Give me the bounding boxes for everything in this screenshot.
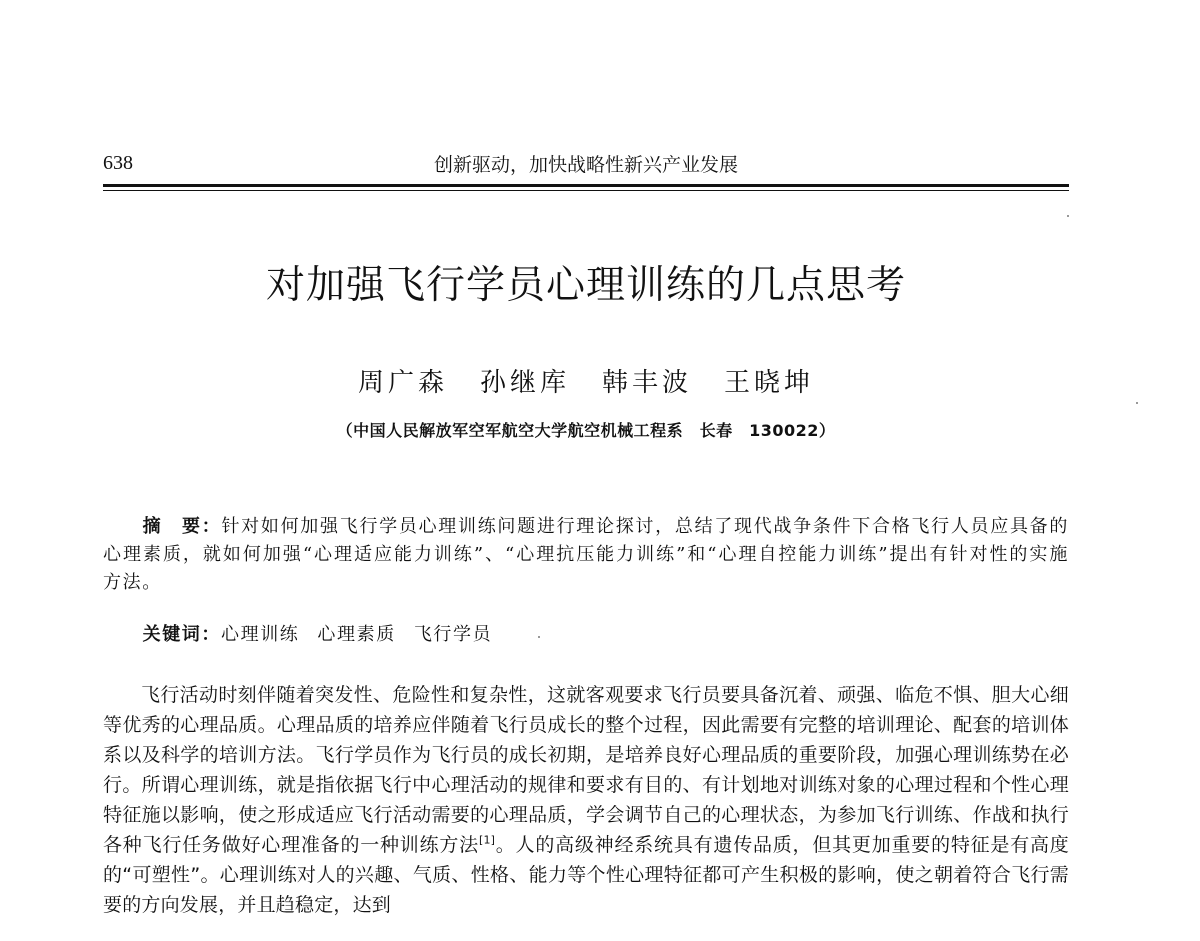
header-rule-thin [103, 190, 1069, 191]
keyword: 心理素质 [317, 624, 396, 645]
body-text-part: 飞行活动时刻伴随着突发性、危险性和复杂性，这就客观要求飞行员要具备沉着、顽强、临危不惧、胆大心细等优秀的心理品质。心理品质的培养应伴随着飞行员成长的整个过程，因此需要有完整的培训理论、配套的培训体系以及科学的培训方法。飞行学员作为飞行员的成长初期，是培养良好心理品质的重要阶段，加强心理训练势在必行。所谓心理训练，就是指依据飞行中心理活动的规律和要求有目的、有计划地对训练对象的心理过程和个性心理特征施以影响，使之形成适应飞行活动需要的心理品质，学会调节自己的心理状态，为参加飞行训练、作战和执行各种飞行任务做好心理准备的一种训练方法 [103, 684, 1069, 856]
author-name: 韩丰波 [602, 368, 693, 398]
author-name: 王晓坤 [724, 368, 815, 398]
body-text-part: 。人的高级神经系统具有遗传品质，但其更加重要的特征是有高度的“可塑性”。心理训练对人的兴趣、气质、性格、能力等个性心理特征都可产生积极的影响，使之朝着符合飞行需要的方向发展，并且趋稳定，达到 [103, 834, 1069, 916]
scan-speck [1136, 402, 1138, 404]
page-header [103, 148, 1069, 184]
abstract [103, 513, 1069, 597]
citation-marker: [1] [478, 833, 496, 847]
header-rule-thick [103, 184, 1069, 187]
page-number: 638 [103, 152, 133, 174]
scan-speck [538, 636, 540, 638]
running-head: 创新驱动，加快战略性新兴产业发展 [433, 154, 738, 176]
author-name: 周广森 [357, 368, 448, 398]
article-title: 对加强飞行学员心理训练的几点思考 [265, 263, 906, 308]
body-paragraph [103, 680, 1069, 920]
abstract-text: 针对如何加强飞行学员心理训练问题进行理论探讨，总结了现代战争条件下合格飞行人员应具备的心理素质，就如何加强“心理适应能力训练”、“心理抗压能力训练”和“心理自控能力训练”提出有针对性的实施方法。 [103, 516, 1069, 593]
keyword: 心理训练 [221, 624, 300, 645]
abstract-label: 摘 要： [142, 516, 222, 537]
author-affiliation: （中国人民解放军空军航空大学航空机械工程系 长春 130022） [336, 421, 836, 440]
keywords [103, 620, 1069, 646]
author-name: 孙继库 [479, 368, 570, 398]
keyword: 飞行学员 [413, 624, 493, 645]
scan-speck [1067, 215, 1069, 217]
author-list [103, 362, 1069, 399]
keywords-label: 关键词： [142, 624, 221, 645]
